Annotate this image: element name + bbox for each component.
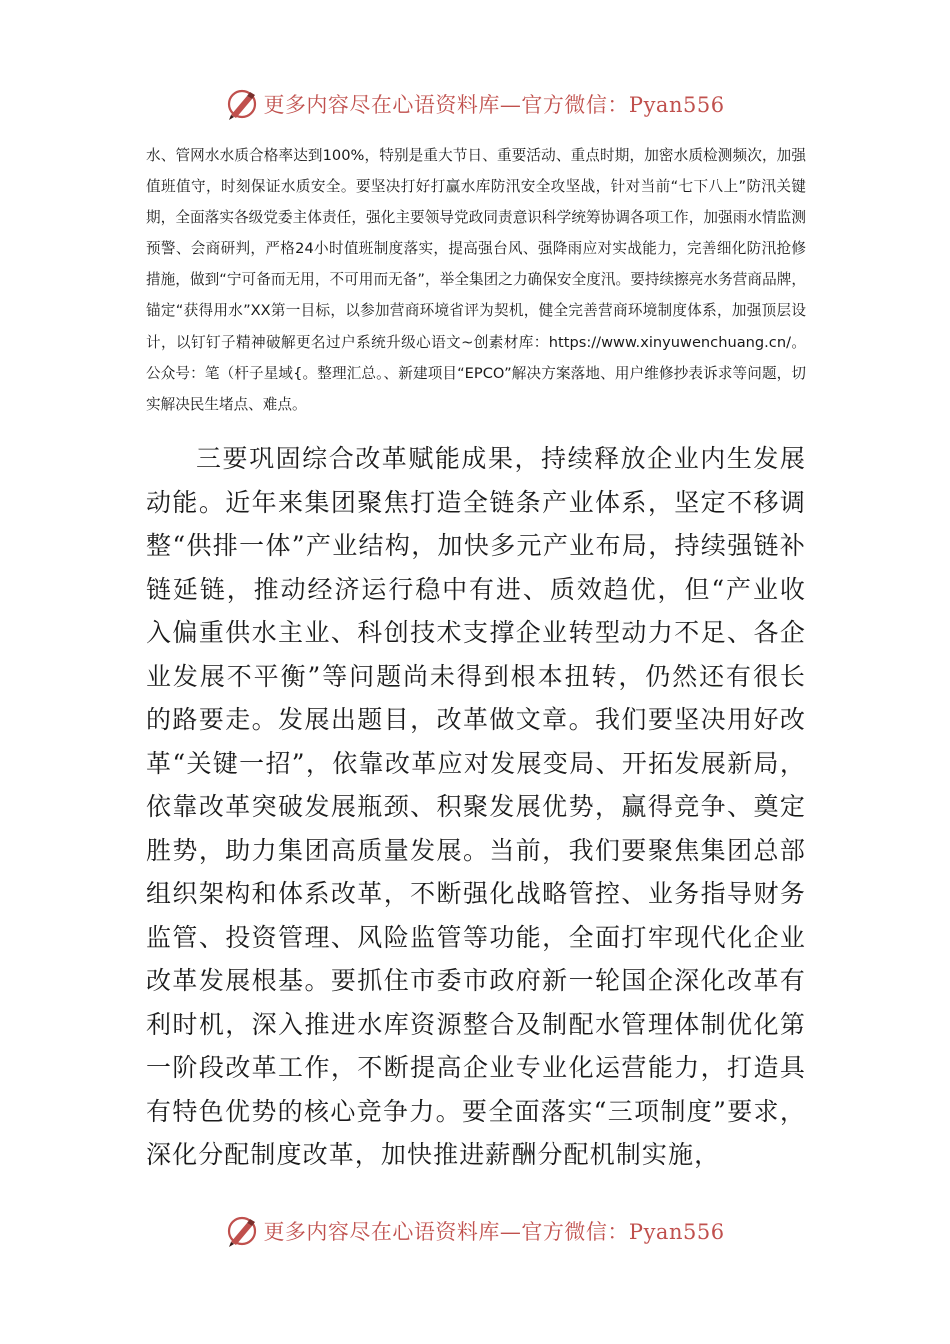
header-banner (0, 84, 950, 124)
footer-banner (0, 1211, 950, 1251)
header-banner-text: 更多内容尽在心语资料库—官方微信：Pyan556 (263, 93, 725, 117)
pen-logo-icon (225, 1214, 259, 1248)
pen-logo-icon (225, 87, 259, 121)
body-small-paragraph: 水、管网水水质合格率达到100%，特别是重大节日、重要活动、重点时期，加密水质检测频次，加强值班值守，时刻保证水质安全。要坚决打好打赢水库防汛安全攻坚战，针对当前“七下八上”防汛关键期，全面落实各级党委主体责任，强化主要领导党政同责意识科学统筹协调各项工作，加强雨水情监测预警、会商研判，严格24小时值班制度落实，提高强台风、强降雨应对实战能力，完善细化防汛抢修措施，做到“宁可备而无用，不可用而无备”，举全集团之力确保安全度汛。要持续擦亮水务营商品牌，锚定“获得用水”XX第一目标，以参加营商环境省评为契机，健全完善营商环境制度体系，加强顶层设计，以钉钉子精神破解更名过户系统升级心语文~创素材库：https://www.xinyuwenchuang.cn/。公众号：笔（杆子星域{。整理汇总。、新建项目“EPCO”解决方案落地、用户维修抄表诉求等问题，切实解决民生堵点、难点。 (146, 147, 806, 413)
body-large-paragraph: 三要巩固综合改革赋能成果，持续释放企业内生发展动能。近年来集团聚焦打造全链条产业体系，坚定不移调整“供排一体”产业结构，加快多元产业布局，持续强链补链延链，推动经济运行稳中有进、质效趋优，但“产业收入偏重供水主业、科创技术支撑企业转型动力不足、各企业发展不平衡”等问题尚未得到根本扭转，仍然还有很长的路要走。发展出题目，改革做文章。我们要坚决用好改革“关键一招”，依靠改革应对发展变局、开拓发展新局，依靠改革突破发展瓶颈、积聚发展优势，赢得竞争、奠定胜势，助力集团高质量发展。当前，我们要聚焦集团总部组织架构和体系改革，不断强化战略管控、业务指导财务监管、投资管理、风险监管等功能，全面打牢现代化企业改革发展根基。要抓住市委市政府新一轮国企深化改革有利时机，深入推进水库资源整合及制配水管理体制优化第一阶段改革工作，不断提高企业专业化运营能力，打造具有特色优势的核心竞争力。要全面落实“三项制度”要求，深化分配制度改革，加快推进薪酬分配机制实施， (146, 444, 806, 1169)
footer-banner-text: 更多内容尽在心语资料库—官方微信：Pyan556 (263, 1220, 725, 1244)
